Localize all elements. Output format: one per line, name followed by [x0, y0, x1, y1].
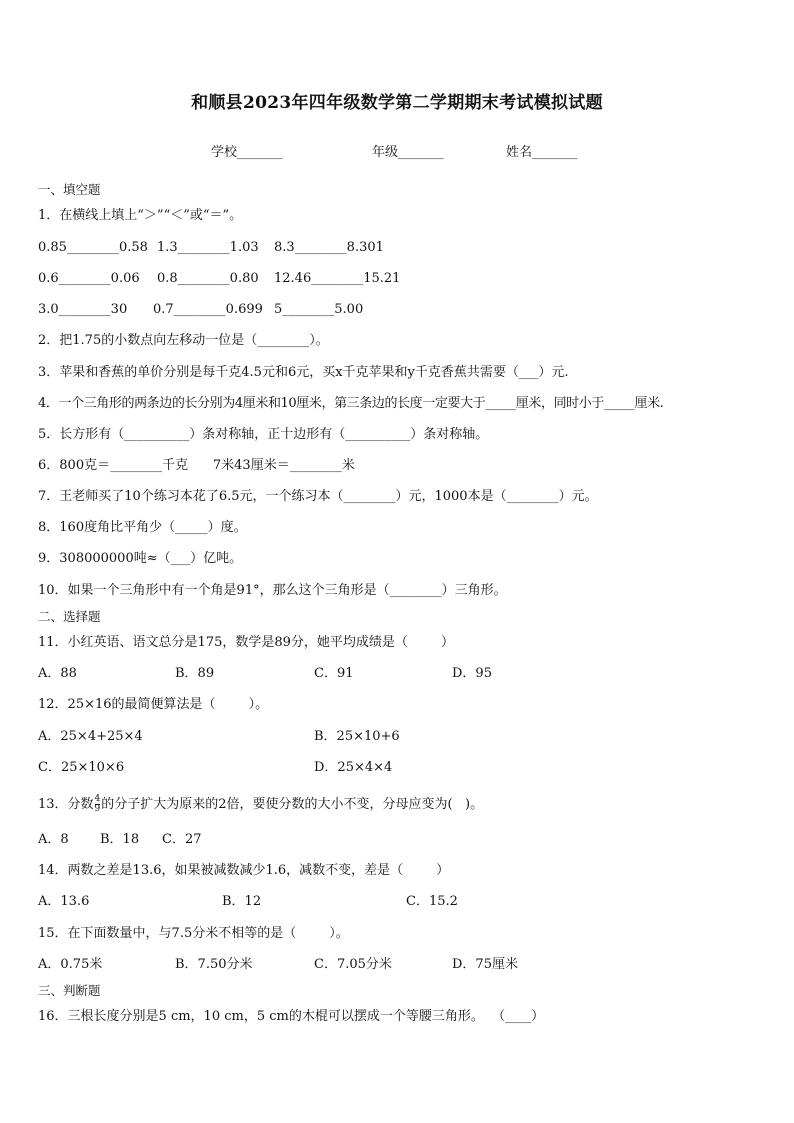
q13-option: C．27 [162, 832, 202, 847]
q1-item: 0.7________0.699 [153, 302, 263, 317]
q1-item: 0.8________0.80 [157, 271, 259, 286]
q15-option: C．7.05分米 [314, 957, 392, 972]
q1-item: 0.6________0.06 [38, 271, 140, 286]
question-16: 16．三根长度分别是5 cm，10 cm，5 cm的木棍可以摆成一个等腰三角形。 （____） [38, 1009, 545, 1024]
q14-option: C．15.2 [406, 894, 458, 909]
q1-item: 0.85________0.58 [38, 240, 148, 255]
q12-option: A．25×4+25×4 [38, 729, 143, 744]
q11-option: D．95 [452, 666, 492, 681]
q14-option: B．12 [222, 894, 262, 909]
q15-option: D．75厘米 [452, 957, 518, 972]
q15-option: B．7.50分米 [175, 957, 253, 972]
question-8: 8．160度角比平角少（_____）度。 [38, 520, 247, 535]
question-2: 2．把1.75的小数点向左移动一位是（________）。 [38, 333, 329, 348]
question-10: 10．如果一个三角形中有一个角是91°，那么这个三角形是（________）三角形。 [38, 583, 507, 598]
q1-item: 5________5.00 [274, 302, 364, 317]
name-field: 姓名_______ [506, 145, 578, 160]
question-7: 7．王老师买了10个练习本花了6.5元，一个练习本（________）元，1000本是（________）元。 [38, 489, 598, 504]
question-1: 1．在横线上填上“＞”“＜”或“＝”。 [38, 208, 243, 223]
question-13 [38, 795, 483, 814]
question-5: 5．长方形有（__________）条对称轴，正十边形有（__________）条对称轴。 [38, 427, 489, 442]
page-title: 和顺县2023年四年级数学第二学期期末考试模拟试题 [191, 93, 603, 113]
fraction [95, 795, 101, 814]
q11-option: B．89 [175, 666, 215, 681]
q13-option: B．18 [100, 832, 140, 847]
q13-option: A．8 [38, 832, 69, 847]
question-11: 11．小红英语、语文总分是175，数学是89分，她平均成绩是（ ） [38, 635, 454, 650]
question-4: 4．一个三角形的两条边的长分别为4厘米和10厘米，第三条边的长度一定要大于_____厘米，同时小于_____厘米. [38, 396, 664, 411]
q12-option: C．25×10×6 [38, 760, 125, 775]
question-6: 6．800克＝________千克 7米43厘米＝________米 [38, 458, 355, 473]
question-15: 15．在下面数量中，与7.5分米不相等的是（ ）。 [38, 926, 349, 941]
q15-option: A．0.75米 [38, 957, 103, 972]
q1-item: 8.3________8.301 [274, 240, 384, 255]
q14-option: A．13.6 [38, 894, 90, 909]
section-heading-judgement: 三、判断题 [38, 983, 101, 998]
q12-option: B．25×10+6 [314, 729, 400, 744]
question-9: 9．308000000吨≈（___）亿吨。 [38, 551, 243, 566]
q11-option: C．91 [314, 666, 354, 681]
section-heading-fill-blank: 一、填空题 [38, 182, 101, 197]
fraction-numerator: 4 [94, 794, 101, 804]
q1-item: 1.3________1.03 [157, 240, 259, 255]
q1-item: 3.0________30 [38, 302, 128, 317]
q13-text-start: 13．分数 [38, 797, 94, 812]
q12-option: D．25×4×4 [314, 760, 393, 775]
grade-field: 年级_______ [372, 145, 444, 160]
section-heading-choice: 二、选择题 [38, 609, 101, 624]
question-3: 3．苹果和香蕉的单价分别是每千克4.5元和6元，买x千克苹果和y千克香蕉共需要（___）元. [38, 365, 569, 380]
q11-option: A．88 [38, 666, 77, 681]
q13-text-end: 的分子扩大为原来的2倍，要使分数的大小不变，分母应变为( )。 [101, 797, 484, 812]
school-field: 学校_______ [211, 145, 283, 160]
q1-item: 12.46________15.21 [274, 271, 401, 286]
question-14: 14．两数之差是13.6，如果被减数减少1.6，减数不变，差是（ ） [38, 863, 450, 878]
question-12: 12．25×16的最简便算法是（ ）。 [38, 697, 269, 712]
fraction-denominator: 9 [94, 804, 101, 814]
